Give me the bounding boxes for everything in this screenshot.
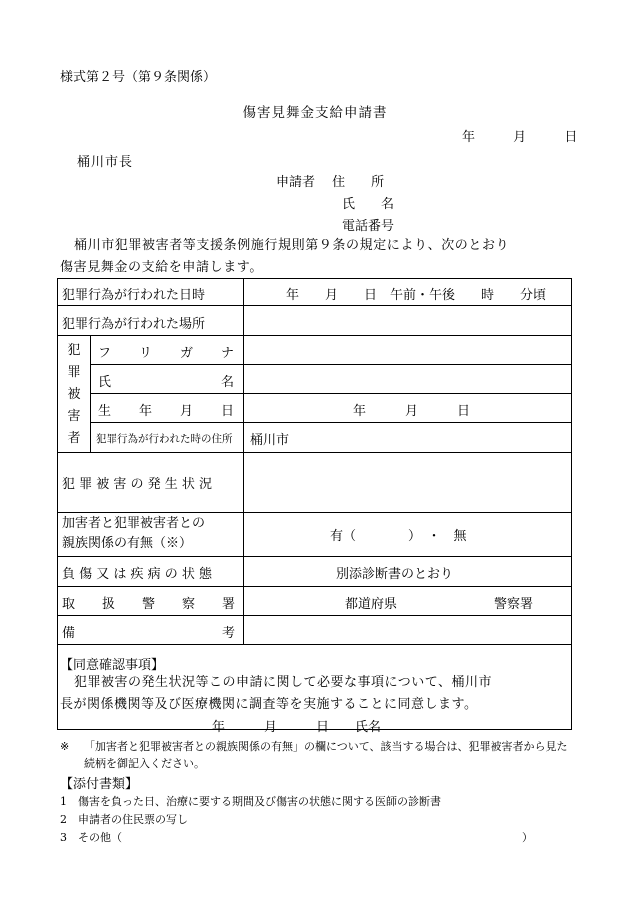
row-divider [58, 556, 571, 557]
label-char: 署 [221, 597, 235, 612]
consent-heading: 【同意確認事項】 [60, 658, 165, 673]
label-char: 取 [62, 597, 76, 612]
label-char: 考 [221, 626, 235, 641]
applicant-block [276, 172, 394, 238]
applicant-address-row [276, 172, 394, 194]
label-char: 察 [181, 597, 195, 612]
intro-line-2: 傷害見舞金の支給を申請します。 [60, 260, 263, 275]
attachment-close-paren: ） [522, 831, 533, 844]
label-char: 日 [220, 404, 234, 419]
label-char: ナ [220, 346, 234, 361]
row-divider [58, 644, 571, 645]
furigana-label [98, 342, 234, 361]
crime-place-label: 犯罪行為が行われた場所 [62, 317, 206, 332]
label-char: 氏 [98, 375, 112, 390]
consent-line-2: 長が関係機関等及び医療機関に調査等を実施することに同意します。 [60, 697, 478, 712]
crime-datetime-label: 犯罪行為が行われた日時 [62, 288, 206, 303]
consent-line-1: 犯罪被害の発生状況等この申請に関して必要な事項について、桶川市 [74, 675, 492, 690]
address-at-crime-value[interactable]: 桶川市 [250, 433, 290, 448]
damage-status-label: 犯 罪 被 害 の 発 生 状 況 [62, 477, 213, 492]
row-divider [58, 586, 571, 587]
relation-label [62, 514, 205, 554]
remarks-label [62, 622, 235, 641]
row-divider [58, 512, 571, 513]
date-year: 年 [462, 130, 476, 145]
relation-value[interactable]: 有（ ） ・ 無 [330, 529, 467, 544]
label-char: リ [138, 346, 152, 361]
intro-text [60, 235, 575, 279]
applicant-name-label: 氏 名 [342, 197, 395, 212]
label-char: 警 [141, 597, 155, 612]
victim-name-label [98, 371, 234, 390]
relation-note [60, 738, 575, 772]
relation-label-line-2: 親族関係の有無（※） [62, 536, 193, 551]
label-char: 備 [62, 626, 76, 641]
applicant-label: 申請者 [276, 175, 316, 190]
attachments-heading: 【添付書類】 [60, 777, 139, 792]
applicant-phone-label: 電話番号 [342, 219, 395, 234]
date-day: 日 [564, 130, 578, 145]
row-divider [90, 422, 571, 423]
address-at-crime-label: 犯罪行為が行われた時の住所 [96, 433, 233, 445]
label-char: 扱 [101, 597, 115, 612]
consent-signature[interactable]: 年 月 日 氏名 [212, 720, 382, 735]
document-title: 傷害見舞金支給申請書 [242, 105, 388, 121]
applicant-name-row [276, 194, 394, 216]
birth-date-label [98, 400, 234, 419]
date-month: 月 [513, 130, 527, 145]
column-divider [90, 335, 91, 452]
victim-char: 害 [67, 409, 81, 424]
consent-text [60, 672, 575, 716]
label-char: フ [98, 346, 112, 361]
row-divider [58, 305, 571, 306]
attachment-item: 3 その他（ [60, 831, 122, 844]
label-char: 年 [138, 404, 152, 419]
victim-group-label [64, 340, 84, 450]
police-station-label [62, 593, 235, 612]
intro-line-1: 桶川市犯罪被害者等支援条例施行規則第９条の規定により、次のとおり [74, 238, 510, 253]
relation-label-line-1: 加害者と犯罪被害者との [62, 516, 206, 531]
form-style-number: 様式第２号（第９条関係） [60, 70, 217, 85]
column-divider [243, 279, 244, 644]
row-divider [58, 615, 571, 616]
application-date [462, 126, 577, 145]
row-divider [90, 364, 571, 365]
label-char: 生 [98, 404, 112, 419]
note-mark: ※ [60, 740, 70, 753]
label-char: ガ [179, 346, 193, 361]
attachment-item: 1 傷害を負った日、治療に要する期間及び傷害の状態に関する医師の診断書 [60, 795, 441, 808]
attachment-item: 2 申請者の住民票の写し [60, 813, 188, 826]
injury-label: 負 傷 又 は 疾 病 の 状 態 [62, 567, 213, 582]
row-divider [58, 335, 571, 336]
label-char: 月 [179, 404, 193, 419]
victim-char: 者 [67, 431, 81, 446]
victim-char: 罪 [67, 365, 81, 380]
police-station-suffix[interactable]: 警察署 [494, 597, 534, 612]
victim-char: 被 [67, 387, 81, 402]
birth-date-value[interactable]: 年 月 日 [353, 404, 471, 419]
label-char: 名 [220, 375, 234, 390]
applicant-address-label: 住 所 [332, 175, 385, 190]
police-prefecture[interactable]: 都道府県 [345, 597, 398, 612]
note-text: 「加害者と犯罪被害者との親族関係の有無」の欄について、該当する場合は、犯罪被害者から見た続柄を御記入ください。 [84, 740, 568, 770]
victim-char: 犯 [67, 343, 81, 358]
row-divider [58, 452, 571, 453]
crime-datetime-value[interactable]: 年 月 日 午前・午後 時 分頃 [286, 288, 547, 303]
injury-value: 別添診断書のとおり [336, 567, 454, 582]
row-divider [90, 393, 571, 394]
addressee: 桶川市長 [77, 155, 134, 170]
